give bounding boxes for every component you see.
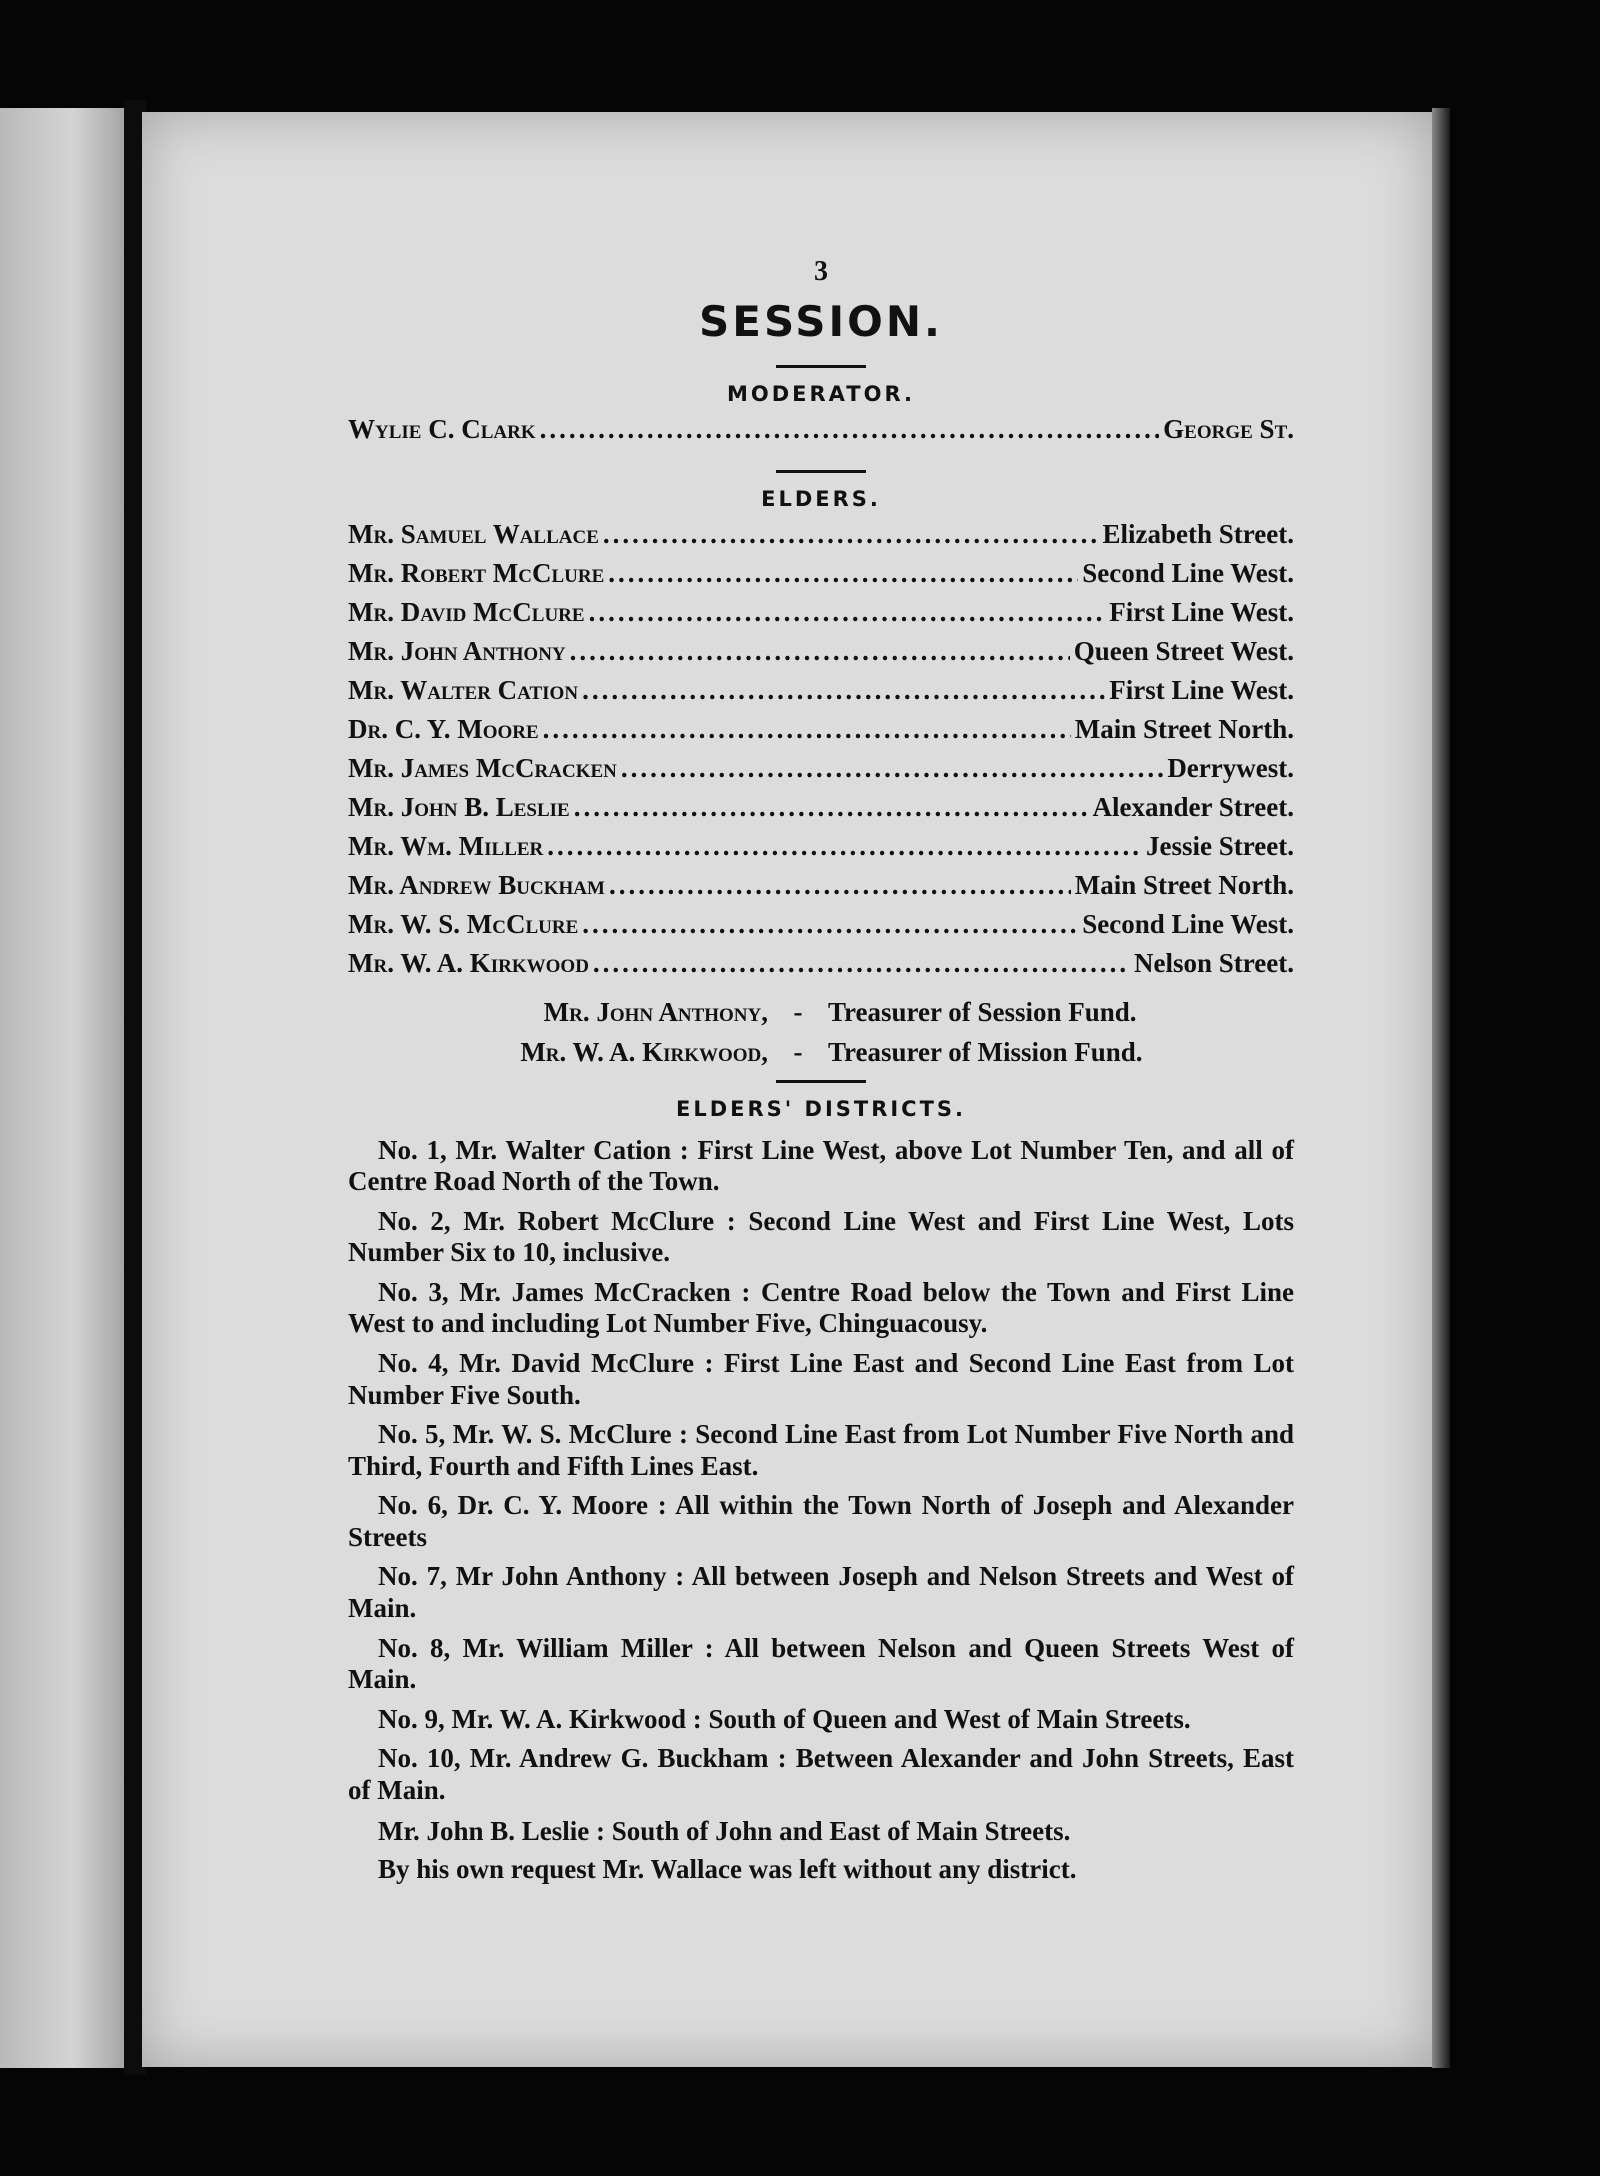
elder-name: Mr. Samuel Wallace xyxy=(348,519,599,550)
elder-name: Mr. Robert McClure xyxy=(348,558,605,589)
elder-row xyxy=(348,752,1294,791)
elder-place: Main Street North. xyxy=(1074,714,1294,745)
dot-leader xyxy=(574,791,1089,823)
moderator-row xyxy=(348,413,1294,452)
treasurer-name: Mr. W. A. Kirkwood, xyxy=(520,1037,768,1068)
elder-name: Mr. Wm. Miller xyxy=(348,831,544,862)
district-entry: No. 8, Mr. William Miller : All between Nelson and Queen Streets West of Main. xyxy=(348,1632,1294,1695)
elder-place: Derrywest. xyxy=(1167,753,1294,784)
elder-row xyxy=(348,674,1294,713)
district-entry: No. 6, Dr. C. Y. Moore : All within the Town North of Joseph and Alexander Streets xyxy=(348,1490,1294,1552)
elder-place: Jessie Street. xyxy=(1146,831,1294,862)
elder-row xyxy=(348,830,1294,869)
district-entry: No. 10, Mr. Andrew G. Buckham : Between Alexander and John Streets, East of Main. xyxy=(348,1743,1294,1805)
treasurers xyxy=(348,996,1294,1076)
treasurer-row xyxy=(348,1036,1294,1076)
dot-leader xyxy=(582,674,1105,706)
elder-name: Mr. John Anthony xyxy=(348,636,566,667)
divider xyxy=(776,1080,866,1083)
elder-name: Mr. Andrew Buckham xyxy=(348,870,605,901)
elder-row xyxy=(348,869,1294,908)
page-content xyxy=(348,255,1294,1891)
elder-place: Second Line West. xyxy=(1082,909,1294,940)
page-number: 3 xyxy=(814,256,828,287)
district-entry: No. 1, Mr. Walter Cation : First Line West, above Lot Number Ten, and all of Centre Road North of the Town. xyxy=(348,1134,1294,1197)
elder-row xyxy=(348,596,1294,635)
elder-row xyxy=(348,713,1294,752)
elder-place: First Line West. xyxy=(1109,597,1294,628)
district-entry: Mr. John B. Leslie : South of John and East of Main Streets. xyxy=(378,1815,1071,1846)
moderator-name: Wylie C. Clark xyxy=(348,414,536,445)
elder-place: Second Line West. xyxy=(1082,558,1294,589)
dot-leader xyxy=(608,557,1078,589)
elder-row xyxy=(348,791,1294,830)
treasurer-dash: - xyxy=(793,997,803,1028)
elder-row xyxy=(348,635,1294,674)
dot-leader xyxy=(621,752,1163,784)
page-title: SESSION. xyxy=(699,296,943,346)
dot-leader xyxy=(570,635,1070,667)
treasurer-row xyxy=(348,996,1294,1036)
elder-place: Nelson Street. xyxy=(1134,948,1294,979)
dot-leader xyxy=(603,518,1099,550)
dot-leader xyxy=(543,713,1071,745)
district-entry: No. 9, Mr. W. A. Kirkwood : South of Queen and West of Main Streets. xyxy=(378,1703,1191,1734)
district-note: By his own request Mr. Wallace was left without any district. xyxy=(378,1853,1077,1884)
elder-place: First Line West. xyxy=(1109,675,1294,706)
district-entry: No. 3, Mr. James McCracken : Centre Road below the Town and First Line West to and including Lot Number Five, Chinguacousy. xyxy=(348,1276,1294,1339)
district-entry: No. 5, Mr. W. S. McClure : Second Line East from Lot Number Five North and Third, Fourth and Fifth Lines East. xyxy=(348,1419,1294,1481)
elder-row xyxy=(348,518,1294,557)
districts-list xyxy=(348,1135,1294,1886)
divider xyxy=(776,470,866,473)
treasurer-role: Treasurer of Session Fund. xyxy=(828,997,1137,1028)
dot-leader xyxy=(609,869,1071,901)
district-entry: No. 7, Mr John Anthony : All between Joseph and Nelson Streets and West of Main. xyxy=(348,1561,1294,1624)
elder-name: Mr. David McClure xyxy=(348,597,585,628)
elders-list xyxy=(348,518,1294,986)
elder-name: Mr. James McCracken xyxy=(348,753,617,784)
moderator-place: George St. xyxy=(1163,414,1294,445)
elder-name: Dr. C. Y. Moore xyxy=(348,714,539,745)
dot-leader xyxy=(547,830,1142,862)
divider xyxy=(776,365,866,368)
district-entry: No. 2, Mr. Robert McClure : Second Line West and First Line West, Lots Number Six to 10, inclusive. xyxy=(348,1205,1294,1268)
treasurer-role: Treasurer of Mission Fund. xyxy=(828,1037,1143,1068)
treasurer-dash: - xyxy=(793,1037,803,1068)
elder-place: Queen Street West. xyxy=(1073,636,1294,667)
elder-name: Mr. W. A. Kirkwood xyxy=(348,948,589,979)
elder-name: Mr. W. S. McClure xyxy=(348,909,579,940)
dot-leader xyxy=(540,413,1160,445)
page-edge-shadow xyxy=(1432,108,1450,2068)
dot-leader xyxy=(593,947,1130,979)
elder-row xyxy=(348,947,1294,986)
districts-heading: ELDERS' DISTRICTS. xyxy=(675,1097,967,1122)
dot-leader xyxy=(582,908,1078,940)
elder-place: Alexander Street. xyxy=(1092,792,1294,823)
elder-name: Mr. Walter Cation xyxy=(348,675,579,706)
moderator-heading: MODERATOR. xyxy=(726,381,916,406)
elder-name: Mr. John B. Leslie xyxy=(348,792,570,823)
elders-heading: ELDERS. xyxy=(761,487,881,512)
elder-row xyxy=(348,908,1294,947)
elder-place: Main Street North. xyxy=(1074,870,1294,901)
dot-leader xyxy=(589,596,1106,628)
facing-page-edge xyxy=(0,108,132,2068)
treasurer-name: Mr. John Anthony, xyxy=(543,997,768,1028)
elder-place: Elizabeth Street. xyxy=(1102,519,1294,550)
district-entry: No. 4, Mr. David McClure : First Line East and Second Line East from Lot Number Five South. xyxy=(348,1348,1294,1410)
elder-row xyxy=(348,557,1294,596)
